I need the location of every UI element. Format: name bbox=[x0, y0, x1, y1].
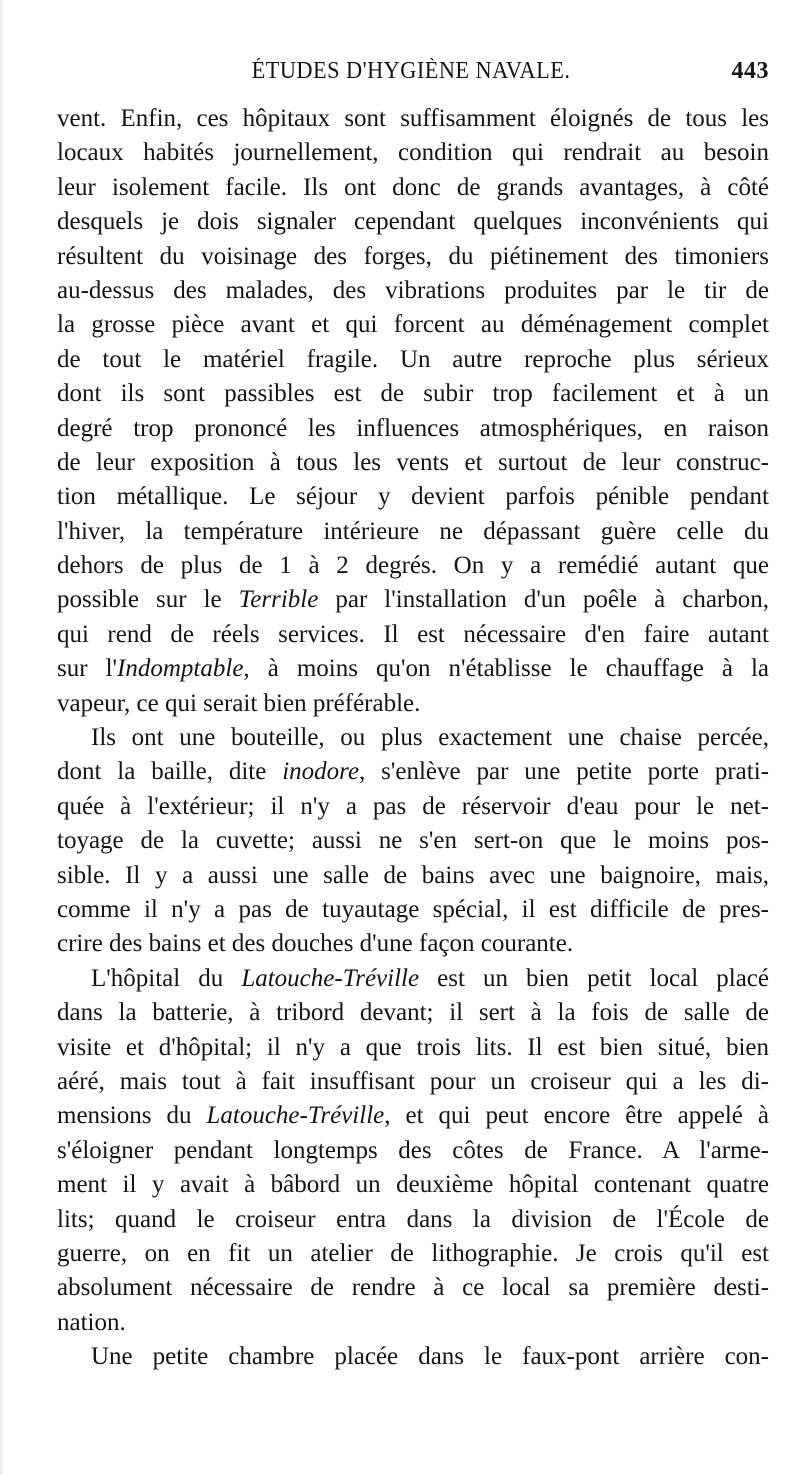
text-line: desquels je dois signaler cependant quelques inconvénients qui bbox=[57, 208, 769, 236]
text-line: de tout le matériel fragile. Un autre reproche plus sérieux bbox=[57, 345, 769, 373]
text-line: l'hiver, la température intérieure ne dépassant guère celle du bbox=[57, 517, 769, 545]
text-line: de leur exposition à tous les vents et surtout de leur construc- bbox=[57, 448, 769, 476]
text-line: locaux habités journellement, condition qui rendrait au besoin bbox=[57, 139, 769, 167]
text-line: visite et d'hôpital; il n'y a que trois lits. Il est bien situé, bien bbox=[57, 1033, 769, 1061]
text-line: toyage de la cuvette; aussi ne s'en sert-on que le moins pos- bbox=[57, 827, 769, 855]
text-segment: possible sur le bbox=[57, 586, 239, 614]
text-line: degré trop prononcé les influences atmosphériques, en raison bbox=[57, 414, 769, 442]
text-segment: par l'installation d'un poêle à charbon, bbox=[318, 586, 769, 614]
text-line: qui rend de réels services. Il est nécessaire d'en faire autant bbox=[57, 620, 769, 648]
ship-name-italic: Latouche-Tréville bbox=[206, 1102, 385, 1130]
text-line: ment il y avait à bâbord un deuxième hôpital contenant quatre bbox=[57, 1171, 769, 1199]
text-segment: , à moins qu'on n'établisse le chauffage à la bbox=[243, 655, 769, 683]
text-line: sible. Il y a aussi une salle de bains avec une baignoire, mais, bbox=[57, 861, 769, 889]
text-line: Une petite chambre placée dans le faux-pont arrière con- bbox=[91, 1343, 769, 1371]
text-segment: sur l' bbox=[57, 655, 118, 683]
page-header bbox=[53, 58, 769, 90]
text-line: quée à l'extérieur; il n'y a pas de réservoir d'eau pour le net- bbox=[57, 792, 769, 820]
text-line: vent. Enfin, ces hôpitaux sont suffisamment éloignés de tous les bbox=[57, 105, 769, 132]
text-segment: , s'enlève par une petite porte prati- bbox=[359, 758, 769, 786]
text-line: guerre, on en fit un atelier de lithographie. Je crois qu'il est bbox=[57, 1239, 769, 1267]
text-line: absolument nécessaire de rendre à ce local sa première desti- bbox=[57, 1274, 769, 1302]
text-line: la grosse pièce avant et qui forcent au déménagement complet bbox=[57, 311, 769, 339]
body-text bbox=[57, 102, 769, 1374]
text-segment: , et qui peut encore être appelé à bbox=[384, 1102, 770, 1130]
text-line: dont ils sont passibles est de subir trop facilement et à un bbox=[57, 380, 769, 408]
text-line: Ils ont une bouteille, ou plus exactement une chaise percée, bbox=[91, 724, 769, 752]
text-segment: est un bien petit local placé bbox=[419, 964, 769, 992]
text-segment: mensions du bbox=[57, 1102, 207, 1130]
term-italic: inodore bbox=[282, 758, 360, 786]
text-line: comme il n'y a pas de tuyautage spécial, il est difficile de pres- bbox=[57, 895, 769, 923]
text-line bbox=[57, 652, 769, 686]
text-line: dehors de plus de 1 à 2 degrés. On y a remédié autant que bbox=[57, 552, 769, 580]
running-title: ÉTUDES D'HYGIÈNE NAVALE. bbox=[251, 58, 571, 84]
text-line: nation. bbox=[57, 1308, 126, 1336]
text-line: lits; quand le croiseur entra dans la division de l'École de bbox=[57, 1205, 769, 1233]
text-line: s'éloigner pendant longtemps des côtes de France. A l'arme- bbox=[57, 1136, 769, 1164]
text-line: vapeur, ce qui serait bien préférable. bbox=[57, 689, 421, 717]
ship-name-italic: Indomptable bbox=[117, 655, 244, 683]
text-line: leur isolement facile. Ils ont donc de grands avantages, à côté bbox=[57, 173, 769, 201]
page-number: 443 bbox=[731, 58, 769, 84]
text-line bbox=[57, 1099, 769, 1133]
ship-name-italic: Terrible bbox=[238, 586, 319, 614]
text-segment: L'hôpital du bbox=[91, 964, 242, 992]
text-line: crire des bains et des douches d'une façon courante. bbox=[57, 930, 574, 958]
text-line: tion métallique. Le séjour y devient parfois pénible pendant bbox=[57, 483, 769, 511]
text-line: au-dessus des malades, des vibrations produites par le tir de bbox=[57, 276, 769, 304]
text-line: dans la batterie, à tribord devant; il sert à la fois de salle de bbox=[57, 999, 769, 1027]
text-line bbox=[57, 583, 769, 617]
text-line: aéré, mais tout à fait insuffisant pour un croiseur qui a les di- bbox=[57, 1067, 769, 1095]
text-segment: dont la baille, dite bbox=[57, 758, 283, 786]
text-line bbox=[57, 755, 769, 789]
ship-name-italic: Latouche-Tréville bbox=[241, 964, 420, 992]
text-line bbox=[57, 962, 769, 996]
text-line: résultent du voisinage des forges, du piétinement des timoniers bbox=[57, 242, 769, 270]
